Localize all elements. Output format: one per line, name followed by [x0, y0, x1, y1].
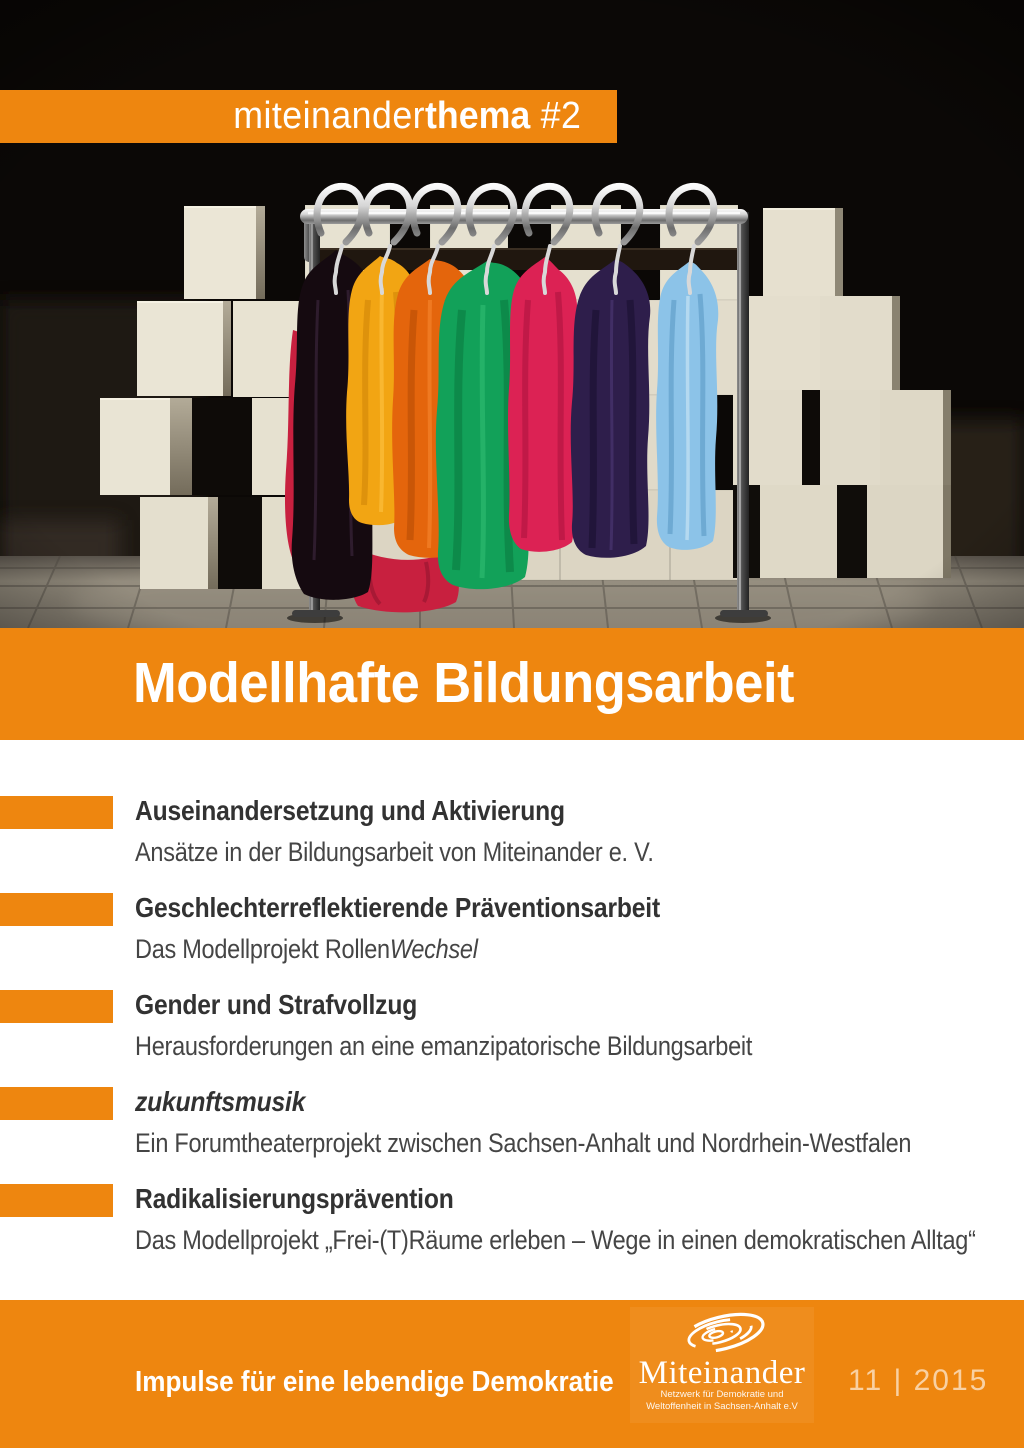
footer-tagline: Impulse für eine lebendige Demokratie [135, 1366, 614, 1398]
toc-item [0, 987, 1024, 1084]
banner-text [233, 90, 581, 143]
item-subtitle-text: Ansätze in der Bildungsarbeit von Miteinander e. V. [135, 837, 654, 867]
item-marker-bar [0, 1087, 113, 1120]
item-subtitle [135, 1029, 883, 1063]
issue-date: 11 | 2015 [848, 1364, 989, 1397]
item-marker-bar [0, 1184, 113, 1217]
item-marker-bar [0, 893, 113, 926]
item-subtitle [135, 835, 883, 869]
logo-subline-1: Netzwerk für Demokratie und [660, 1389, 784, 1400]
item-heading: Radikalisierungsprävention [135, 1183, 454, 1214]
toc-item [0, 1084, 1024, 1181]
item-heading: Gender und Strafvollzug [135, 989, 418, 1020]
item-subtitle-italic: Wechsel [389, 934, 478, 964]
item-subtitle [135, 1223, 976, 1257]
table-of-contents [0, 740, 1024, 1300]
page-title: Modellhafte Bildungsarbeit [133, 651, 795, 715]
logo-wordmark: Miteinander [638, 1355, 806, 1391]
item-subtitle-text: Herausforderungen an eine emanzipatorische Bildungsarbeit [135, 1031, 753, 1061]
logo-subline-2: Weltoffenheit in Sachsen-Anhalt e.V [646, 1401, 798, 1412]
item-subtitle [135, 932, 883, 966]
item-heading: Auseinandersetzung und Aktivierung [135, 795, 565, 826]
toc-item [0, 793, 1024, 890]
footer [0, 1300, 1024, 1448]
miteinander-logo [630, 1307, 814, 1423]
logo-swirl-icon [667, 1309, 777, 1357]
item-heading: zukunftsmusik [135, 1086, 306, 1117]
item-subtitle-text: Ein Forumtheaterprojekt zwischen Sachsen-Anhalt und Nordrhein-Westfalen [135, 1128, 912, 1158]
item-subtitle [135, 1126, 912, 1160]
title-band [0, 628, 1024, 740]
toc-item [0, 1181, 1024, 1278]
toc-item [0, 890, 1024, 987]
banner [0, 90, 617, 143]
item-marker-bar [0, 796, 113, 829]
item-subtitle-text: Das Modellprojekt „Frei-(T)Räume erleben – Wege in einen demokratischen Alltag“ [135, 1225, 976, 1255]
item-marker-bar [0, 990, 113, 1023]
item-subtitle-text: Das Modellprojekt Rollen [135, 934, 390, 964]
item-heading: Geschlechterreflektierende Präventionsarbeit [135, 892, 660, 923]
banner-text-light: miteinander [232, 95, 425, 137]
banner-issue-number: #2 [529, 95, 581, 137]
banner-text-bold: thema [424, 95, 530, 137]
